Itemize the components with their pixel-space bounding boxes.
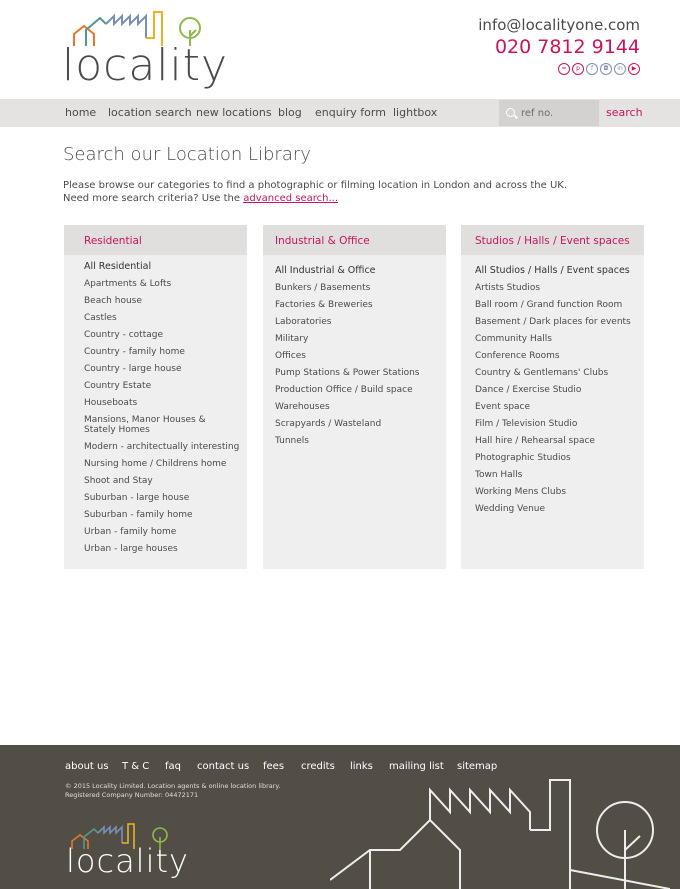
footer-logo-wordmark: locality [66, 842, 189, 880]
category-link[interactable]: Conference Rooms [475, 351, 560, 361]
footer-logo[interactable] [66, 821, 189, 883]
category-link[interactable]: Hall hire / Rehearsal space [475, 436, 595, 446]
footer-link-links[interactable]: links [350, 761, 373, 772]
category-link[interactable]: Scrapyards / Wasteland [275, 419, 382, 429]
contact-phone[interactable]: 020 7812 9144 [494, 36, 640, 58]
category-link[interactable]: Beach house [84, 296, 142, 306]
instagram-icon[interactable]: ◘ [600, 63, 612, 75]
nav-home[interactable]: home [65, 106, 97, 119]
column-title-residential: Residential [84, 235, 142, 247]
category-link[interactable]: Suburban - family home [84, 510, 193, 520]
category-link[interactable]: Artists Studios [475, 283, 541, 293]
intro-line-1: Please browse our categories to find a photographic or filming location in London and across the UK. [63, 180, 568, 191]
nav-lightbox[interactable]: lightbox [393, 106, 438, 119]
footer-link-sitemap[interactable]: sitemap [457, 761, 498, 772]
category-link[interactable]: Ball room / Grand function Room [475, 300, 623, 310]
nav-enquiry-form[interactable]: enquiry form [315, 106, 386, 119]
category-link[interactable]: Working Mens Clubs [475, 487, 567, 497]
intro-line-2 [63, 192, 567, 205]
footer-link-fees[interactable]: fees [263, 761, 285, 772]
footer-link-faq[interactable]: faq [165, 761, 181, 772]
category-link[interactable]: Event space [475, 402, 531, 412]
column-title-industrial: Industrial & Office [275, 235, 370, 247]
category-link[interactable]: Country Estate [84, 381, 152, 391]
category-link[interactable]: All Residential [84, 261, 152, 272]
category-link[interactable]: Laboratories [275, 317, 332, 327]
category-link[interactable]: Tunnels [275, 436, 309, 446]
facebook-icon[interactable]: f [586, 63, 598, 75]
social-links [558, 63, 640, 75]
category-link[interactable]: Pump Stations & Power Stations [275, 368, 420, 378]
category-link[interactable]: Houseboats [84, 398, 138, 408]
category-link[interactable]: Basement / Dark places for events [475, 317, 631, 327]
category-list-residential [84, 262, 239, 561]
footer-skyline-illustration [330, 770, 670, 889]
youtube-icon[interactable]: ▶ [628, 63, 640, 75]
category-link[interactable]: Community Halls [475, 334, 552, 344]
advanced-search-link[interactable]: advanced search... [243, 193, 339, 204]
nav-location-search[interactable]: location search [108, 106, 192, 119]
intro-text [63, 179, 567, 205]
search-icon [506, 108, 515, 117]
category-column-industrial [263, 225, 446, 569]
category-link[interactable]: Factories & Breweries [275, 300, 373, 310]
category-link[interactable]: All Industrial & Office [275, 265, 376, 276]
category-link[interactable]: Warehouses [275, 402, 330, 412]
category-link[interactable]: Film / Television Studio [475, 419, 578, 429]
category-link[interactable]: Suburban - large house [84, 493, 190, 503]
search-button[interactable]: search [606, 106, 643, 119]
category-link[interactable]: Urban - large houses [84, 544, 178, 554]
ref-search-input[interactable] [521, 100, 597, 126]
site-header [0, 0, 680, 99]
copyright-text [65, 782, 280, 800]
footer-link-contact-us[interactable]: contact us [197, 761, 250, 772]
category-link[interactable]: Photographic Studios [475, 453, 571, 463]
copyright-line-1: © 2015 Locality Limited. Location agents & online location library. [65, 782, 281, 790]
intro-line-2-text: Need more search criteria? Use the [63, 193, 244, 204]
category-link[interactable]: Military [275, 334, 309, 344]
category-link[interactable]: Dance / Exercise Studio [475, 385, 582, 395]
category-link[interactable]: Shoot and Stay [84, 476, 153, 486]
page-title: Search our Location Library [63, 144, 311, 165]
category-link[interactable]: Country & Gentlemans' Clubs [475, 368, 609, 378]
category-link[interactable]: Nursing home / Childrens home [84, 459, 227, 469]
category-link[interactable]: Town Halls [475, 470, 523, 480]
main-nav [0, 99, 680, 127]
category-link[interactable]: Wedding Venue [475, 504, 546, 514]
category-link[interactable]: Country - family home [84, 347, 185, 357]
category-link[interactable]: Modern - architectually interesting [84, 442, 240, 452]
nav-new-locations[interactable]: new locations [196, 106, 272, 119]
rss-icon[interactable]: ≈ [558, 63, 570, 75]
column-header [263, 225, 446, 255]
category-column-studios [461, 225, 644, 569]
column-title-studios: Studios / Halls / Event spaces [475, 235, 630, 247]
contact-block [478, 16, 640, 58]
category-link[interactable]: Offices [275, 351, 306, 361]
site-footer [0, 745, 680, 889]
pinterest-icon[interactable]: p [572, 63, 584, 75]
category-link[interactable]: Castles [84, 313, 117, 323]
footer-link-terms[interactable]: T & C [122, 761, 150, 772]
category-link[interactable]: Country - large house [84, 364, 182, 374]
category-link[interactable]: Country - cottage [84, 330, 164, 340]
category-link[interactable]: Mansions, Manor Houses & Stately Homes [84, 415, 206, 435]
column-header [461, 225, 644, 255]
site-logo[interactable] [62, 8, 229, 92]
category-link[interactable]: Bunkers / Basements [275, 283, 371, 293]
contact-email[interactable]: info@localityone.com [478, 16, 640, 34]
linkedin-icon[interactable]: in [614, 63, 626, 75]
nav-blog[interactable]: blog [278, 106, 302, 119]
category-list-industrial [275, 266, 420, 453]
category-link[interactable]: Apartments & Lofts [84, 279, 172, 289]
category-list-studios [475, 266, 631, 521]
category-link[interactable]: Production Office / Build space [275, 385, 413, 395]
footer-link-mailing-list[interactable]: mailing list [389, 761, 444, 772]
category-column-residential [64, 225, 247, 569]
footer-link-about-us[interactable]: about us [65, 761, 109, 772]
category-link[interactable]: All Studios / Halls / Event spaces [475, 265, 630, 276]
column-header [64, 225, 247, 255]
ref-search-box [499, 100, 599, 126]
copyright-line-2: Registered Company Number: 04472171 [65, 791, 199, 799]
category-link[interactable]: Urban - family home [84, 527, 177, 537]
logo-wordmark: locality [62, 40, 229, 91]
footer-link-credits[interactable]: credits [301, 761, 335, 772]
